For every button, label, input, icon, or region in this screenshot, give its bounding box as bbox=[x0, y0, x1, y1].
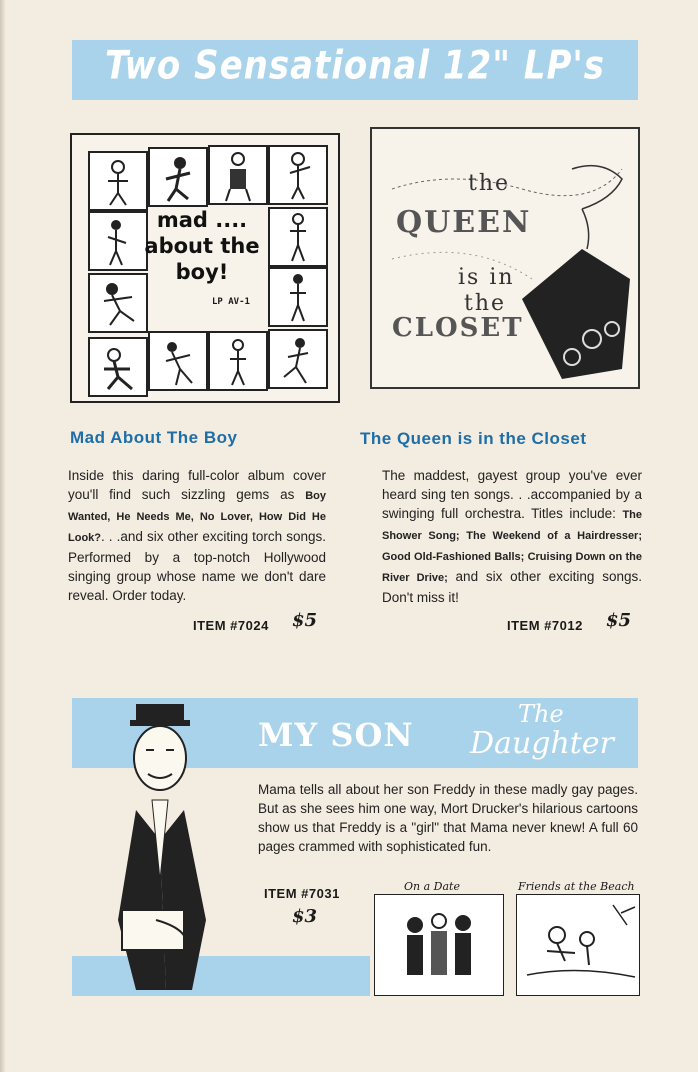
album-cover-queen-in-closet bbox=[370, 127, 640, 389]
price: $3 bbox=[292, 906, 318, 927]
item-number: ITEM #7031 bbox=[264, 886, 340, 901]
cover-line: about the bbox=[144, 234, 260, 258]
figure-tile bbox=[268, 267, 328, 327]
cartoon-panel-date bbox=[374, 894, 504, 996]
album-heading-queen: The Queen is in the Closet bbox=[360, 429, 587, 448]
cover-line: the bbox=[464, 291, 507, 316]
cover-line: QUEEN bbox=[396, 205, 532, 240]
cartoon-man-illustration bbox=[96, 700, 226, 1000]
banner-title: Two Sensational 12" LP's bbox=[104, 43, 606, 89]
item-number: ITEM #7024 bbox=[193, 618, 269, 633]
figure-tile bbox=[268, 207, 328, 267]
figure-tile bbox=[88, 337, 148, 397]
cartoon-caption-date: On a Date bbox=[404, 880, 460, 893]
figure-tile bbox=[148, 331, 208, 391]
figure-tile bbox=[88, 211, 148, 271]
cover-line: mad .... bbox=[156, 208, 248, 232]
figure-tile bbox=[268, 145, 328, 205]
figure-tile bbox=[88, 273, 148, 333]
top-banner bbox=[72, 40, 638, 100]
figure-tile bbox=[208, 145, 268, 205]
album-heading-mad-about-the-boy: Mad About The Boy bbox=[70, 428, 238, 447]
cartoon-panel-beach bbox=[516, 894, 640, 996]
cover-line: boy! bbox=[175, 260, 229, 284]
cover-line: CLOSET bbox=[392, 313, 524, 343]
closet-illustration bbox=[372, 129, 638, 387]
page-edge bbox=[0, 0, 6, 1072]
book-description: Mama tells all about her son Freddy in these madly gay pages. But as she sees him one way, Mort Drucker's hilarious cartoons show us that Freddy is a "girl" that Mama never knew! A full 60 pages crammed with sophisticated fun. bbox=[258, 782, 638, 854]
album-description-queen: The maddest, gayest group you've ever heard sing ten songs. . .accompanied by a swinging full orchestra. Titles include: The Shower Song; The Weekend of a Hairdresser; Good Old-Fashioned Balls; Cruising Down on the River Drive; and six other exciting songs. Don't miss it! bbox=[382, 468, 642, 605]
item-number: ITEM #7012 bbox=[507, 618, 583, 633]
album-catalog-number: LP AV-1 bbox=[212, 297, 250, 307]
book-title-the: The bbox=[518, 700, 564, 728]
cover-line: is in bbox=[458, 265, 515, 290]
figure-tile bbox=[268, 329, 328, 389]
album-description-boy: Inside this daring full-color album cover you'll find such sizzling gems as Boy Wanted, He Needs Me, No Lover, How Did He Look?. . .and six other exciting torch songs. Performed by a top-notch Hollywood singing group whose name we don't dare reveal. Order today. bbox=[68, 468, 326, 603]
price: $5 bbox=[606, 610, 632, 631]
book-title-main: MY SON bbox=[258, 716, 414, 754]
figure-tile bbox=[148, 147, 208, 207]
cartoon-caption-beach: Friends at the Beach bbox=[518, 880, 635, 893]
figure-tile bbox=[208, 331, 268, 391]
cover-line: the bbox=[468, 171, 511, 196]
album-cover-mad-about-the-boy bbox=[70, 133, 340, 403]
book-title-daughter: Daughter bbox=[470, 726, 614, 761]
figure-tile bbox=[88, 151, 148, 211]
price: $5 bbox=[292, 610, 318, 631]
